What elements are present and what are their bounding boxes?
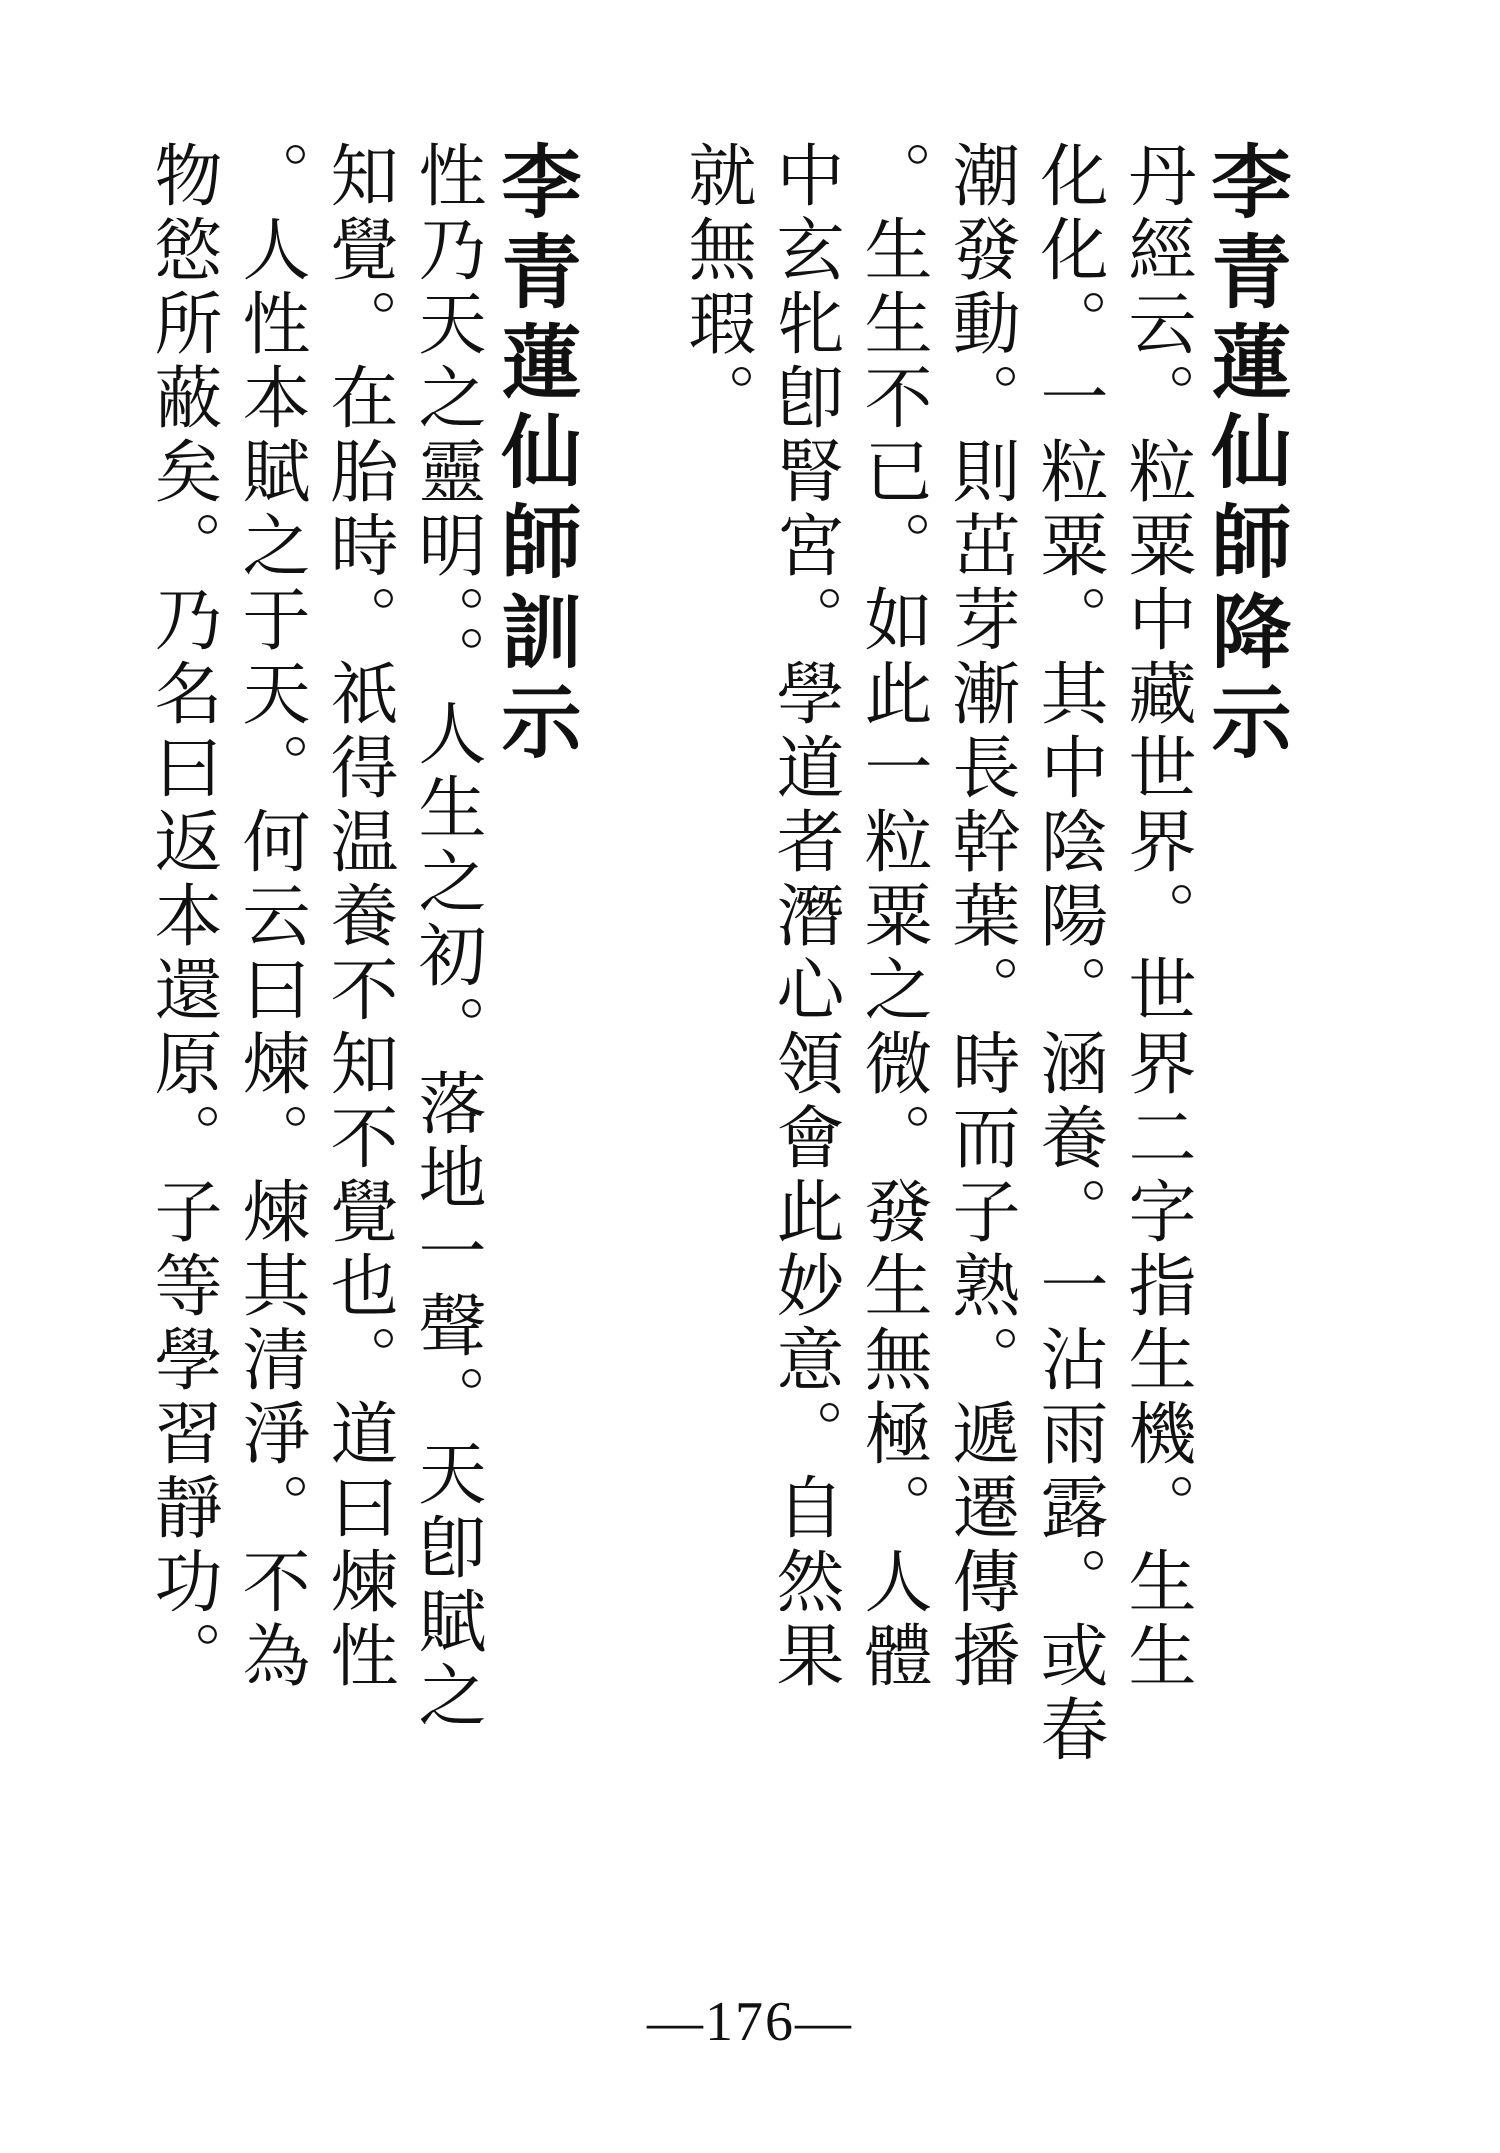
- right-section-heading: 李青蓮仙師降示: [1198, 140, 1291, 770]
- right-section-line-6: 就無瑕。: [677, 140, 756, 436]
- left-section-line-2: 知覺。在胎時。祇得温養不知不覺也。道曰煉性: [319, 140, 398, 1694]
- left-section-line-1: 性乃天之靈明。。人生之初。落地一聲。天卽賦之: [407, 140, 486, 1734]
- left-section-line-4: 物慾所蔽矣。乃名曰返本還原。子等學習靜功。: [143, 140, 222, 1694]
- right-section-line-2: 化化。一粒粟。其中陰陽。涵養。一沾雨露。或春: [1029, 140, 1108, 1768]
- left-section-line-3: 。人性本賦之于天。何云曰煉。煉其清淨。不為: [231, 140, 310, 1694]
- right-section-line-1: 丹經云。粒粟中藏世界。世界二字指生機。生生: [1117, 140, 1196, 1694]
- right-section-line-4: 。生生不已。如此一粒粟之微。發生無極。人體: [853, 140, 932, 1694]
- page-number: —176—: [647, 1991, 853, 2053]
- right-section-line-3: 潮發動。則茁芽漸長幹葉。時而子熟。遞遷傳播: [941, 140, 1020, 1694]
- left-section-heading: 李青蓮仙師訓示: [488, 140, 581, 770]
- right-section-line-5: 中玄牝卽腎宮。學道者潛心領會此妙意。自然果: [765, 140, 844, 1694]
